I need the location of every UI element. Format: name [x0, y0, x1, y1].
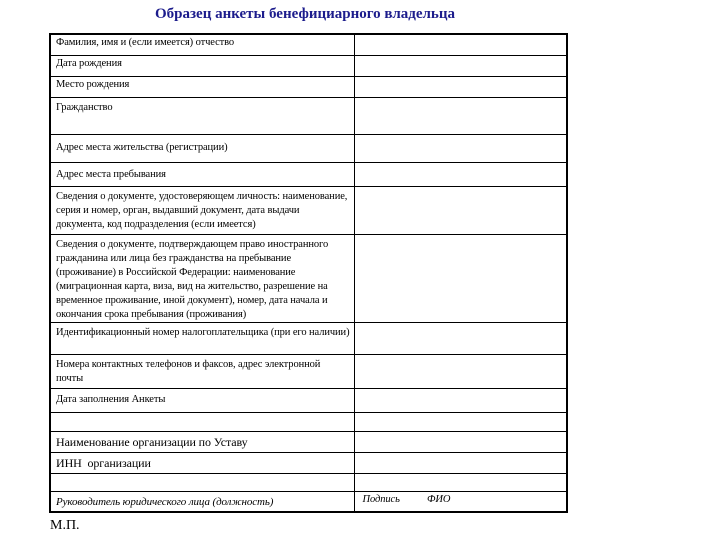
residence-document-field[interactable] [354, 234, 567, 322]
form-row-birth-place [50, 76, 567, 97]
field-label: ИНН организации [50, 452, 354, 473]
field-label: Фамилия, имя и (если имеется) отчество [50, 34, 354, 55]
field-label: Сведения о документе, удостоверяющем личность: наименование, серия и номер, орган, выдавший документ, дата выдачи документа, код подразделения (если имеется) [50, 186, 354, 234]
form-row-identity-document [50, 186, 567, 234]
field-label: Гражданство [50, 97, 354, 134]
form-row-blank [50, 412, 567, 431]
contacts-field[interactable] [354, 354, 567, 388]
beneficiary-form-table [49, 33, 568, 513]
field-label: Наименование организации по Уставу [50, 431, 354, 452]
form-row-full-name [50, 34, 567, 55]
field-label: Адрес места пребывания [50, 162, 354, 186]
head-position-label: Руководитель юридического лица (должность) [50, 491, 354, 512]
form-row-signature [50, 491, 567, 512]
form-row-birth-date [50, 55, 567, 76]
stay-address-field[interactable] [354, 162, 567, 186]
page-title: Образец анкеты бенефициарного владельца [155, 6, 455, 22]
field-label: Идентификационный номер налогоплательщика (при его наличии) [50, 322, 354, 354]
form-row-organization-inn [50, 452, 567, 473]
form-row-taxpayer-id [50, 322, 567, 354]
field-label [50, 412, 354, 431]
form-row-registration-address [50, 134, 567, 162]
full-name-label: ФИО [427, 493, 451, 505]
field-label: Адрес места жительства (регистрации) [50, 134, 354, 162]
birth-place-field[interactable] [354, 76, 567, 97]
identity-document-field[interactable] [354, 186, 567, 234]
blank-field[interactable] [354, 473, 567, 491]
registration-address-field[interactable] [354, 134, 567, 162]
form-row-fill-date [50, 388, 567, 412]
form-row-blank [50, 473, 567, 491]
form-row-contacts [50, 354, 567, 388]
fill-date-field[interactable] [354, 388, 567, 412]
organization-name-field[interactable] [354, 431, 567, 452]
citizenship-field[interactable] [354, 97, 567, 134]
form-row-citizenship [50, 97, 567, 134]
field-label: Место рождения [50, 76, 354, 97]
field-label [50, 473, 354, 491]
signature-cell[interactable] [354, 491, 567, 512]
full-name-field[interactable] [354, 34, 567, 55]
birth-date-field[interactable] [354, 55, 567, 76]
field-label: Сведения о документе, подтверждающем право иностранного гражданина или лица без гражданства на пребывание (проживание) в Российской Федерации: наименование (миграционная карта, виза, вид на жительство, разрешение на временное проживание, иной документ), номер, дата начала и окончания срока пребывания (проживания) [50, 234, 354, 322]
form-row-stay-address [50, 162, 567, 186]
taxpayer-id-field[interactable] [354, 322, 567, 354]
blank-field[interactable] [354, 412, 567, 431]
field-label: Дата заполнения Анкеты [50, 388, 354, 412]
form-row-residence-document [50, 234, 567, 322]
signature-label: Подпись [362, 493, 400, 505]
form-row-organization-name [50, 431, 567, 452]
stamp-placeholder: М.П. [50, 518, 80, 533]
field-label: Дата рождения [50, 55, 354, 76]
organization-inn-field[interactable] [354, 452, 567, 473]
field-label: Номера контактных телефонов и факсов, адрес электронной почты [50, 354, 354, 388]
